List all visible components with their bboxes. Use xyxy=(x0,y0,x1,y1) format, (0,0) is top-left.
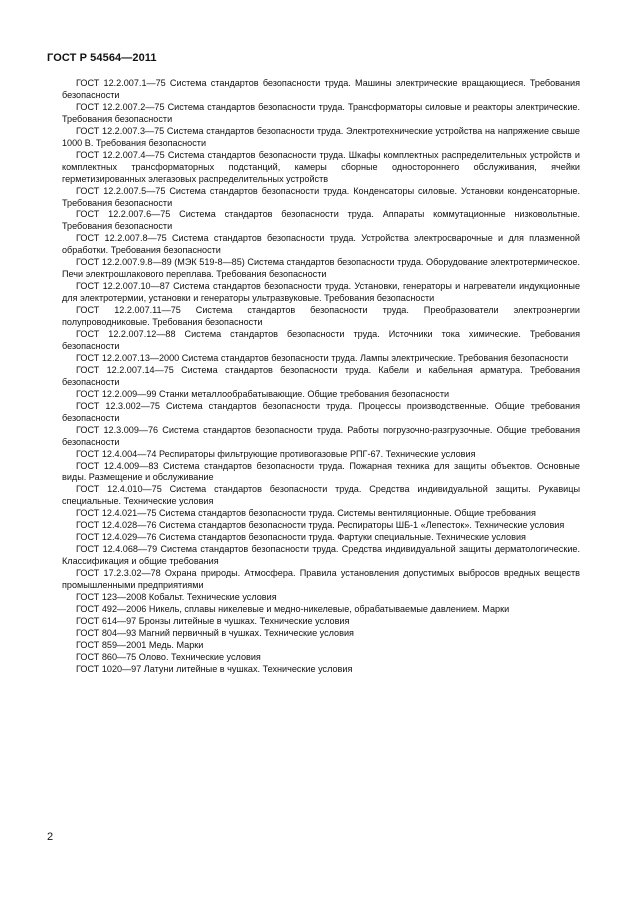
reference-item: ГОСТ 12.3.002—75 Система стандартов безопасности труда. Процессы производственные. Общие требования безопасности xyxy=(62,400,580,423)
references-list xyxy=(62,78,580,676)
reference-item: ГОСТ 12.2.009—99 Станки металлообрабатывающие. Общие требования безопасности xyxy=(76,388,450,399)
reference-item: ГОСТ 12.4.010—75 Система стандартов безопасности труда. Средства индивидуальной защиты. Рукавицы специальные. Технические условия xyxy=(62,484,580,507)
reference-item: ГОСТ 12.3.009—76 Система стандартов безопасности труда. Работы погрузочно-разгрузочные. Общие требования безопасности xyxy=(62,424,580,447)
reference-item: ГОСТ 860—75 Олово. Технические условия xyxy=(76,651,261,662)
reference-item: ГОСТ 12.2.007.3—75 Система стандартов безопасности труда. Электротехнические устройства на напряжение свыше 1000 В. Требования безопасности xyxy=(62,125,580,148)
reference-item: ГОСТ 12.2.007.8—75 Система стандартов безопасности труда. Устройства электросварочные и для плазменной обработки. Требования безопасности xyxy=(62,233,580,256)
reference-item: ГОСТ 12.2.007.12—88 Система стандартов безопасности труда. Источники тока химические. Требования безопасности xyxy=(62,329,580,351)
reference-item: ГОСТ 17.2.3.02—78 Охрана природы. Атмосфера. Правила установления допустимых выбросов вредных веществ промышленными предприятиями xyxy=(62,568,580,591)
reference-item: ГОСТ 12.2.007.4—75 Система стандартов безопасности труда. Шкафы комплектных распределительных устройств и комплектных трансформаторных подстанций, камеры сборные одностороннего обслуживания, ячейки герметизированных элегазовых распределительных устройств xyxy=(62,149,580,184)
reference-item: ГОСТ 12.2.007.14—75 Система стандартов безопасности труда. Кабели и кабельная арматура. Требования безопасности xyxy=(62,364,580,387)
reference-item: ГОСТ 804—93 Магний первичный в чушках. Технические условия xyxy=(76,627,354,638)
reference-item: ГОСТ 12.4.009—83 Система стандартов безопасности труда. Пожарная техника для защиты объектов. Основные виды. Размещение и обслуживание xyxy=(62,460,580,483)
reference-item: ГОСТ 12.4.029—76 Система стандартов безопасности труда. Фартуки специальные. Технические условия xyxy=(76,532,526,543)
reference-item: ГОСТ 12.2.007.5—75 Система стандартов безопасности труда. Конденсаторы силовые. Установки конденсаторные. Требования безопасности xyxy=(62,185,580,208)
reference-item: ГОСТ 12.2.007.9.8—89 (МЭК 519-8—85) Система стандартов безопасности труда. Оборудование электротермическое. Печи электрошлакового переплава. Требования безопасности xyxy=(62,257,580,280)
reference-item: ГОСТ 12.2.007.1—75 Система стандартов безопасности труда. Машины электрические вращающиеся. Требования безопасности xyxy=(62,78,580,100)
reference-item: ГОСТ 12.2.007.6—75 Система стандартов безопасности труда. Аппараты коммутационные низковольтные. Требования безопасности xyxy=(62,209,580,232)
reference-item: ГОСТ 12.4.028—76 Система стандартов безопасности труда. Респираторы ШБ-1 «Лепесток». Технические условия xyxy=(76,520,565,531)
reference-item: ГОСТ 12.2.007.11—75 Система стандартов безопасности труда. Преобразователи электроэнергии полупроводниковые. Требования безопасности xyxy=(62,305,580,328)
reference-item: ГОСТ 1020—97 Латуни литейные в чушках. Технические условия xyxy=(76,663,353,674)
reference-item: ГОСТ 492—2006 Никель, сплавы никелевые и медно-никелевые, обрабатываемые давлением. Марки xyxy=(76,603,510,614)
reference-item: ГОСТ 12.4.021—75 Система стандартов безопасности труда. Системы вентиляционные. Общие требования xyxy=(76,508,536,519)
reference-item: ГОСТ 123—2008 Кобальт. Технические условия xyxy=(76,591,277,602)
reference-item: ГОСТ 614—97 Бронзы литейные в чушках. Технические условия xyxy=(76,615,350,626)
reference-item: ГОСТ 12.2.007.10—87 Система стандартов безопасности труда. Установки, генераторы и нагреватели индукционные для электротермии, установки и генераторы ультразвуковые. Требования безопасности xyxy=(62,281,580,304)
reference-item: ГОСТ 859—2001 Медь. Марки xyxy=(76,639,204,650)
reference-item: ГОСТ 12.2.007.13—2000 Система стандартов безопасности труда. Лампы электрические. Требования безопасности xyxy=(76,352,569,363)
reference-item: ГОСТ 12.4.068—79 Система стандартов безопасности труда. Средства индивидуальной защиты дерматологические. Классификация и общие требования xyxy=(62,544,580,567)
reference-item: ГОСТ 12.2.007.2—75 Система стандартов безопасности труда. Трансформаторы силовые и реакторы электрические. Требования безопасности xyxy=(62,101,580,124)
page-header: ГОСТ Р 54564—2011 xyxy=(47,52,157,64)
reference-item: ГОСТ 12.4.004—74 Респираторы фильтрующие противогазовые РПГ-67. Технические условия xyxy=(76,448,476,459)
page-number: 2 xyxy=(47,831,54,843)
